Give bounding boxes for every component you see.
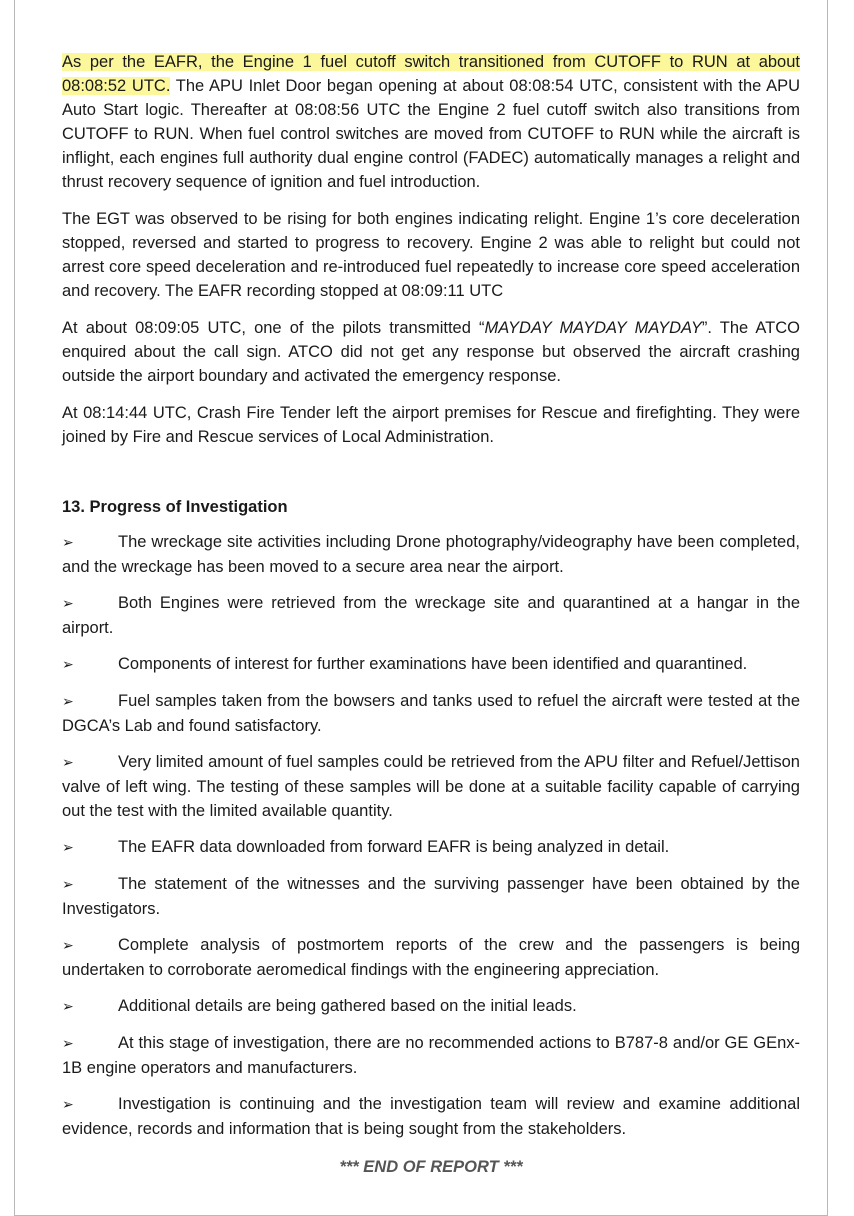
arrow-bullet-icon: ➢ <box>62 596 74 612</box>
list-item: ➢ At this stage of investigation, there are no recommended actions to B787-8 and/or GE GEnx-1B engine operators and manufacturers. <box>62 1034 800 1077</box>
section-heading: 13. Progress of Investigation <box>62 498 288 516</box>
list-item: ➢ Fuel samples taken from the bowsers and tanks used to refuel the aircraft were tested at the DGCA’s Lab and found satisfactory. <box>62 692 800 735</box>
arrow-bullet-icon: ➢ <box>62 535 74 551</box>
paragraph-egt: The EGT was observed to be rising for both engines indicating relight. Engine 1’s core deceleration stopped, reversed and started to progress to recovery. Engine 2 was able to relight but could not arrest core speed deceleration and re-introduced fuel repeatedly to increase core speed acceleration and recovery. The EAFR recording stopped at 08:09:11 UTC <box>62 210 800 300</box>
mayday-emphasis: MAYDAY MAYDAY MAYDAY <box>484 319 702 337</box>
arrow-bullet-icon: ➢ <box>62 999 74 1015</box>
arrow-bullet-icon: ➢ <box>62 657 74 673</box>
arrow-bullet-icon: ➢ <box>62 840 74 856</box>
arrow-bullet-icon: ➢ <box>62 1036 74 1052</box>
paragraph-crash-fire-tender: At 08:14:44 UTC, Crash Fire Tender left the airport premises for Rescue and firefighting. They were joined by Fire and Rescue services of Local Administration. <box>62 404 800 446</box>
arrow-bullet-icon: ➢ <box>62 694 74 710</box>
list-item: ➢ Components of interest for further examinations have been identified and quarantined. <box>62 652 800 677</box>
paragraph-eafr-switch <box>62 50 800 194</box>
arrow-bullet-icon: ➢ <box>62 1097 74 1113</box>
list-item: ➢ Complete analysis of postmortem reports of the crew and the passengers is being undertaken to corroborate aeromedical findings with the engineering appreciation. <box>62 936 800 979</box>
end-of-report: *** END OF REPORT *** <box>339 1158 523 1176</box>
paragraph-text: The APU Inlet Door began opening at about 08:08:54 UTC, consistent with the APU Auto Start logic. Thereafter at 08:08:56 UTC the Engine 2 fuel cutoff switch also transitions from CUTOFF to RUN. When fuel control switches are moved from CUTOFF to RUN while the aircraft is inflight, each engines full authority dual engine control (FADEC) automatically manages a relight and thrust recovery sequence of ignition and fuel introduction. <box>62 77 800 191</box>
highlighted-sentence: As per the EAFR, the Engine 1 fuel cutoff switch transitioned from CUTOFF to RUN at about 08:08:52 UTC. <box>62 53 800 95</box>
list-item: ➢ Very limited amount of fuel samples could be retrieved from the APU filter and Refuel/Jettison valve of left wing. The testing of these samples will be done at a suitable facility capable of carrying out the test with the limited available quantity. <box>62 753 800 820</box>
arrow-bullet-icon: ➢ <box>62 755 74 771</box>
list-item: ➢ The wreckage site activities including Drone photography/videography have been completed, and the wreckage has been moved to a secure area near the airport. <box>62 533 800 576</box>
list-item: ➢ The EAFR data downloaded from forward EAFR is being analyzed in detail. <box>62 835 800 860</box>
list-item: ➢ Both Engines were retrieved from the wreckage site and quarantined at a hangar in the airport. <box>62 594 800 637</box>
list-item: ➢ The statement of the witnesses and the surviving passenger have been obtained by the Investigators. <box>62 875 800 918</box>
paragraph-mayday: At about 08:09:05 UTC, one of the pilots transmitted “MAYDAY MAYDAY MAYDAY”. The ATCO enquired about the call sign. ATCO did not get any response but observed the aircraft crashing outside the airport boundary and activated the emergency response. <box>62 319 800 385</box>
list-item: ➢ Investigation is continuing and the investigation team will review and examine additional evidence, records and information that is being sought from the stakeholders. <box>62 1095 800 1138</box>
arrow-bullet-icon: ➢ <box>62 877 74 893</box>
document-body <box>62 50 800 1179</box>
arrow-bullet-icon: ➢ <box>62 938 74 954</box>
investigation-progress-list <box>62 530 800 1141</box>
list-item: ➢ Additional details are being gathered based on the initial leads. <box>62 994 800 1019</box>
